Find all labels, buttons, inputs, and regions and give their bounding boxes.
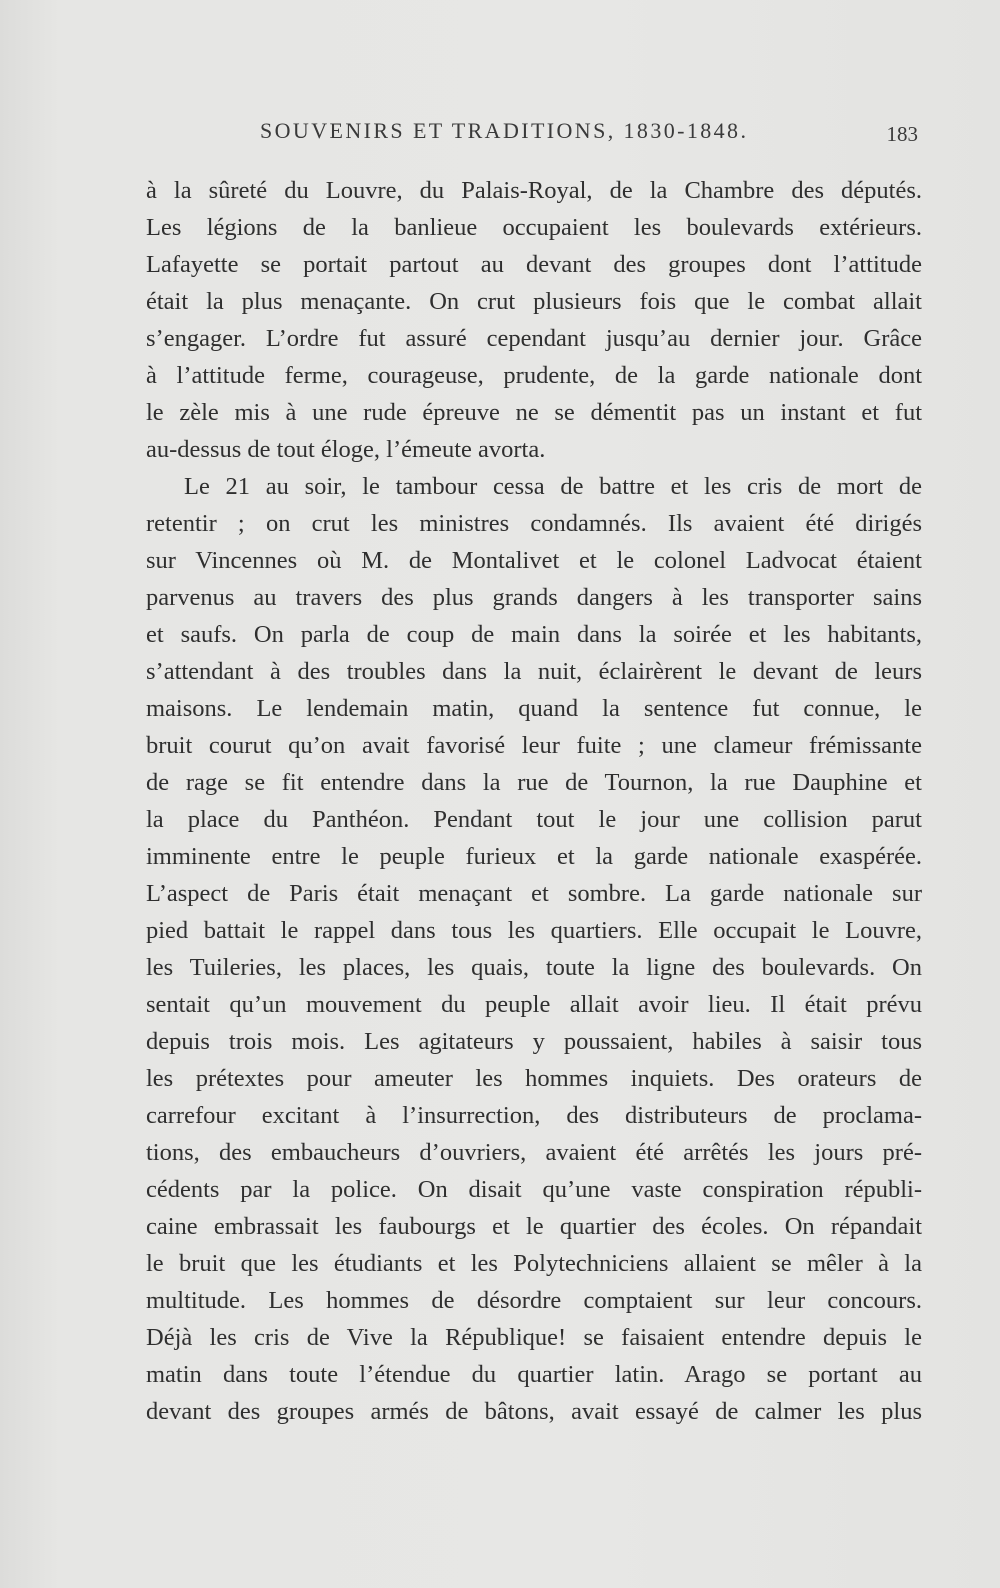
text-line: et saufs. On parla de coup de main dans la soirée et les habitants, xyxy=(146,621,922,648)
text-line: au-dessus de tout éloge, l’émeute avorta. xyxy=(146,436,546,463)
text-line: multitude. Les hommes de désordre comptaient sur leur concours. xyxy=(146,1287,922,1314)
text-line: bruit courut qu’on avait favorisé leur fuite ; une clameur frémissante xyxy=(146,732,922,759)
text-line: depuis trois mois. Les agitateurs y poussaient, habiles à saisir tous xyxy=(146,1028,922,1055)
text-line: s’attendant à des troubles dans la nuit, éclairèrent le devant de leurs xyxy=(146,658,922,685)
text-line: sur Vincennes où M. de Montalivet et le colonel Ladvocat étaient xyxy=(146,547,922,574)
text-line: imminente entre le peuple furieux et la garde nationale exaspérée. xyxy=(146,843,922,870)
text-line: le bruit que les étudiants et les Polytechniciens allaient se mêler à la xyxy=(146,1250,922,1277)
text-line: sentait qu’un mouvement du peuple allait avoir lieu. Il était prévu xyxy=(146,991,922,1018)
text-line: la place du Panthéon. Pendant tout le jour une collision parut xyxy=(146,806,922,833)
page-number: 183 xyxy=(886,122,918,146)
text-line: à la sûreté du Louvre, du Palais-Royal, de la Chambre des députés. xyxy=(146,177,922,204)
text-line: tions, des embaucheurs d’ouvriers, avaient été arrêtés les jours pré- xyxy=(146,1139,922,1166)
text-line: s’engager. L’ordre fut assuré cependant jusqu’au dernier jour. Grâce xyxy=(146,325,922,352)
text-line: les Tuileries, les places, les quais, toute la ligne des boulevards. On xyxy=(146,954,922,981)
text-line: le zèle mis à une rude épreuve ne se démentit pas un instant et fut xyxy=(146,399,922,426)
text-line: parvenus au travers des plus grands dangers à les transporter sains xyxy=(146,584,922,611)
text-line: pied battait le rappel dans tous les quartiers. Elle occupait le Louvre, xyxy=(146,917,922,944)
text-line: matin dans toute l’étendue du quartier latin. Arago se portant au xyxy=(146,1361,922,1388)
running-title: SOUVENIRS ET TRADITIONS, 1830-1848. xyxy=(260,118,749,143)
text-line: Lafayette se portait partout au devant des groupes dont l’attitude xyxy=(146,251,922,278)
text-line: cédents par la police. On disait qu’une vaste conspiration républi- xyxy=(146,1176,922,1203)
text-line: de rage se fit entendre dans la rue de Tournon, la rue Dauphine et xyxy=(146,769,922,796)
text-line: Le 21 au soir, le tambour cessa de battre et les cris de mort de xyxy=(184,473,922,500)
text-line: Les légions de la banlieue occupaient les boulevards extérieurs. xyxy=(146,214,922,241)
text-line: à l’attitude ferme, courageuse, prudente, de la garde nationale dont xyxy=(146,362,922,389)
text-line: devant des groupes armés de bâtons, avait essayé de calmer les plus xyxy=(146,1398,922,1425)
text-line: maisons. Le lendemain matin, quand la sentence fut connue, le xyxy=(146,695,922,722)
text-line: retentir ; on crut les ministres condamnés. Ils avaient été dirigés xyxy=(146,510,922,537)
page-header xyxy=(146,118,926,150)
text-line: carrefour excitant à l’insurrection, des distributeurs de proclama- xyxy=(146,1102,922,1129)
body-text xyxy=(146,172,922,1430)
text-line: Déjà les cris de Vive la République! se faisaient entendre depuis le xyxy=(146,1324,922,1351)
text-line: était la plus menaçante. On crut plusieurs fois que le combat allait xyxy=(146,288,922,315)
text-line: L’aspect de Paris était menaçant et sombre. La garde nationale sur xyxy=(146,880,922,907)
text-line: caine embrassait les faubourgs et le quartier des écoles. On répandait xyxy=(146,1213,922,1240)
text-line: les prétextes pour ameuter les hommes inquiets. Des orateurs de xyxy=(146,1065,922,1092)
